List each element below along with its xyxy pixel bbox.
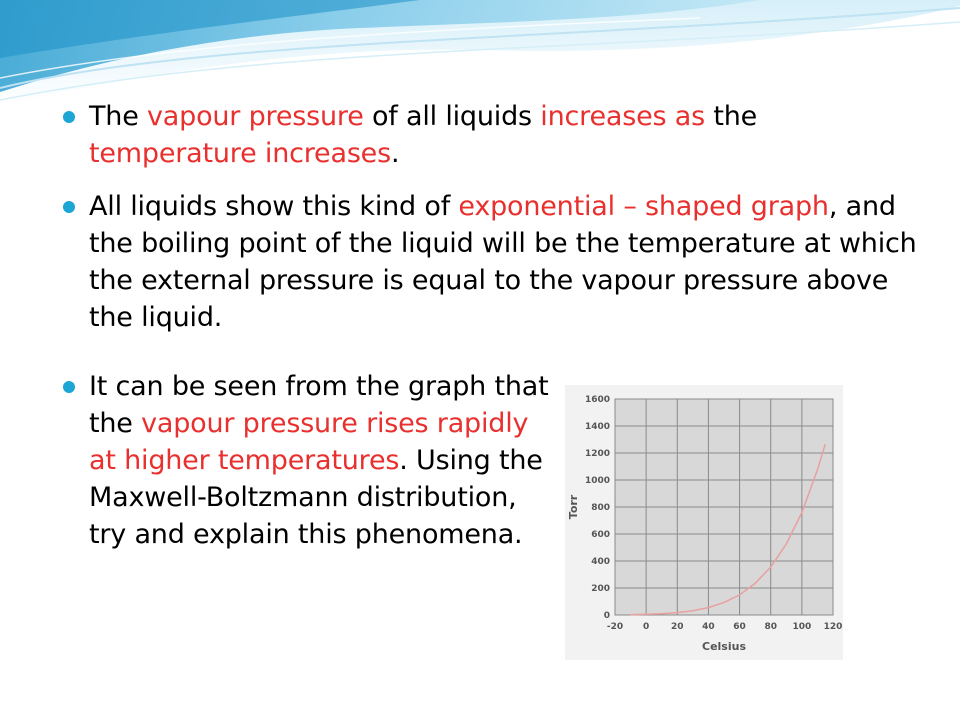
y-tick-label: 1200 <box>584 449 610 459</box>
header-wave-decoration <box>0 0 960 110</box>
bullet-exponential-graph <box>89 188 919 336</box>
bullet-text <box>89 101 757 169</box>
y-tick-label: 200 <box>591 584 610 594</box>
bullet-maxwell-boltzmann <box>89 368 559 553</box>
highlighted-text: exponential – shaped graph <box>458 191 829 222</box>
bullet-vapour-pressure-increases <box>89 98 919 172</box>
x-tick-label: 100 <box>792 622 812 632</box>
y-tick-label: 400 <box>591 557 610 567</box>
vapour-pressure-chart <box>565 385 843 660</box>
x-tick-label: 0 <box>643 622 650 632</box>
bullet-text <box>89 371 549 550</box>
x-axis-label: Celsius <box>702 640 746 653</box>
highlighted-text: vapour pressure rises rapidly at higher temperatures <box>89 408 529 476</box>
y-tick-label: 600 <box>591 530 610 540</box>
bullet-dot-icon <box>63 111 75 123</box>
y-tick-label: 800 <box>591 503 610 513</box>
y-axis-label: Torr <box>567 494 580 520</box>
y-tick-label: 1400 <box>584 422 610 432</box>
x-tick-label: 60 <box>733 622 746 632</box>
x-tick-label: 80 <box>764 622 777 632</box>
bullet-dot-icon <box>63 381 75 393</box>
body-text: , and the boiling point of the liquid will be the temperature at which the external pressure is equal to the vapour pressure above the liquid. <box>89 191 917 333</box>
highlighted-text: vapour pressure <box>147 101 364 132</box>
body-text: All liquids show this kind of <box>89 191 459 222</box>
body-text: It can be seen from the graph that the <box>89 371 549 439</box>
x-tick-label: 40 <box>702 622 715 632</box>
body-text: . Using the Maxwell-Boltzmann distribution, try and explain this phenomena. <box>89 445 543 550</box>
highlighted-text: increases as <box>540 101 705 132</box>
y-tick-label: 1600 <box>584 395 610 405</box>
body-text: of all liquids <box>363 101 541 132</box>
y-tick-label: 0 <box>603 611 610 621</box>
bullet-text <box>89 191 917 333</box>
x-tick-label: -20 <box>606 622 624 632</box>
x-tick-label: 20 <box>671 622 684 632</box>
body-text: . <box>390 138 400 169</box>
body-text: the <box>704 101 758 132</box>
x-tick-label: 120 <box>823 622 843 632</box>
y-tick-label: 1000 <box>584 476 610 486</box>
body-text: The <box>89 101 147 132</box>
highlighted-text: temperature increases <box>89 138 391 169</box>
bullet-dot-icon <box>63 201 75 213</box>
